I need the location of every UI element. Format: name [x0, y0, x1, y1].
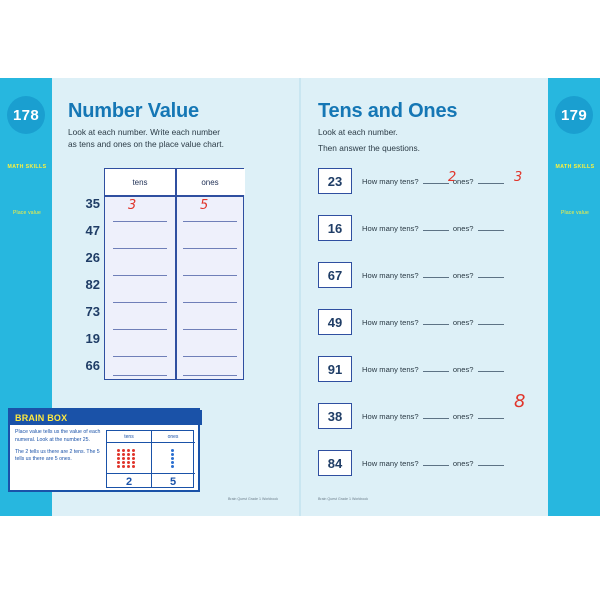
ones-answer-blank[interactable] — [478, 223, 504, 231]
question-text — [362, 176, 506, 186]
dot — [127, 449, 130, 452]
tens-answer-blank[interactable] — [423, 223, 449, 231]
question-middle: ones? — [452, 271, 474, 280]
brain-box-text — [15, 429, 103, 468]
question-text — [362, 411, 506, 421]
question-text — [362, 223, 506, 233]
question-prefix: How many tens? — [362, 271, 419, 280]
ones-answer-blank[interactable] — [478, 458, 504, 466]
right-page-number: 179 — [555, 96, 593, 134]
question-text — [362, 317, 506, 327]
dot — [117, 453, 120, 456]
tens-answer-blank[interactable] — [423, 458, 449, 466]
place-value-chart — [104, 168, 244, 380]
question-prefix: How many tens? — [362, 224, 419, 233]
question-middle: ones? — [452, 224, 474, 233]
answer-line-tens[interactable] — [113, 275, 167, 276]
handwritten-tens-answer: 2 — [448, 170, 457, 185]
right-instruction-line-2: Then answer the questions. — [318, 143, 420, 153]
question-middle: ones? — [452, 177, 474, 186]
tens-answer-blank[interactable] — [423, 364, 449, 372]
dot — [127, 461, 130, 464]
question-prefix: How many tens? — [362, 412, 419, 421]
right-instruction-line-1: Look at each number. — [318, 127, 398, 137]
left-instruction-line-2: as tens and ones on the place value chart. — [68, 139, 224, 150]
dot — [122, 453, 125, 456]
chart-header-ones: ones — [175, 169, 245, 195]
brain-box — [8, 408, 200, 492]
chart-column-divider — [175, 169, 177, 379]
dot — [132, 453, 135, 456]
dot — [132, 461, 135, 464]
dot — [132, 457, 135, 460]
question-row — [318, 391, 538, 429]
answer-line-tens[interactable] — [113, 329, 167, 330]
number-label: 66 — [85, 358, 100, 373]
answer-line-tens[interactable] — [113, 221, 167, 222]
handwritten-answer-tens: 3 — [128, 198, 137, 213]
dot — [171, 453, 174, 456]
question-text — [362, 458, 506, 468]
chart-header-rule — [105, 195, 243, 197]
right-margin-strip — [548, 78, 600, 516]
question-prefix: How many tens? — [362, 318, 419, 327]
right-side-topic-label: Place value — [560, 210, 590, 216]
dot — [171, 461, 174, 464]
question-row — [318, 215, 538, 241]
ones-dots-group — [171, 449, 175, 468]
left-page-footer: Brain Quest Grade 1 Workbook — [228, 497, 279, 501]
answer-line-ones[interactable] — [183, 375, 237, 376]
dot — [132, 449, 135, 452]
question-number-box: 84 — [318, 450, 352, 476]
right-page-footer: Brain Quest Grade 1 Workbook — [318, 497, 369, 501]
ones-answer-blank[interactable] — [478, 411, 504, 419]
answer-line-tens[interactable] — [113, 248, 167, 249]
dot — [127, 457, 130, 460]
dot — [122, 457, 125, 460]
number-label: 26 — [85, 250, 100, 265]
left-side-tab-math-skills: MATH SKILLS — [7, 164, 47, 170]
right-page-title: Tens and Ones — [318, 100, 458, 122]
number-label: 35 — [85, 196, 100, 211]
question-prefix: How many tens? — [362, 459, 419, 468]
brain-box-value-ones: 5 — [169, 476, 177, 488]
dot — [171, 449, 174, 452]
question-prefix: How many tens? — [362, 177, 419, 186]
question-number-box: 67 — [318, 262, 352, 288]
brain-box-value-tens: 2 — [125, 476, 133, 488]
question-middle: ones? — [452, 412, 474, 421]
left-instruction-line-1: Look at each number. Write each number — [68, 127, 221, 137]
brain-box-chart — [106, 430, 194, 488]
question-number-box: 49 — [318, 309, 352, 335]
dot — [122, 465, 125, 468]
number-label: 19 — [85, 331, 100, 346]
question-row — [318, 450, 538, 476]
dot — [171, 465, 174, 468]
handwritten-ones-answer: 3 — [514, 170, 523, 185]
question-text — [362, 364, 506, 374]
left-page-title: Number Value — [68, 100, 199, 122]
brain-box-line-2: The 2 tells us there are 2 tens. The 5 tells us there are 5 ones. — [15, 448, 100, 463]
dot — [122, 461, 125, 464]
answer-line-ones[interactable] — [183, 248, 237, 249]
brain-box-header-tens: tens — [124, 433, 134, 440]
brain-box-line-1: Place value tells us the value of each numeral. Look at the number 25. — [15, 429, 101, 443]
left-page-instructions — [68, 126, 283, 150]
question-row — [318, 168, 538, 194]
page-gutter — [299, 78, 301, 516]
answer-line-tens[interactable] — [113, 375, 167, 376]
left-side-topic-label: Place value — [12, 210, 42, 216]
tens-answer-blank[interactable] — [423, 411, 449, 419]
question-middle: ones? — [452, 365, 474, 374]
answer-line-ones[interactable] — [183, 329, 237, 330]
dot — [122, 449, 125, 452]
number-label: 47 — [85, 223, 100, 238]
ones-answer-blank[interactable] — [478, 270, 504, 278]
brain-box-rule-top — [107, 442, 195, 443]
answer-line-ones[interactable] — [183, 275, 237, 276]
number-label: 82 — [85, 277, 100, 292]
question-number-box: 16 — [318, 215, 352, 241]
dot — [127, 465, 130, 468]
question-middle: ones? — [452, 318, 474, 327]
answer-line-ones[interactable] — [183, 221, 237, 222]
tens-answer-blank[interactable] — [423, 270, 449, 278]
question-row — [318, 262, 538, 288]
tens-answer-blank[interactable] — [423, 317, 449, 325]
left-page-number: 178 — [7, 96, 45, 134]
tens-dots-group — [117, 449, 136, 468]
question-prefix: How many tens? — [362, 365, 419, 374]
brain-box-rule-bottom — [107, 473, 195, 474]
question-row — [318, 309, 538, 335]
question-row — [318, 356, 538, 382]
question-number-box: 38 — [318, 403, 352, 429]
handwritten-ones-answer: 8 — [514, 391, 526, 412]
answer-line-ones[interactable] — [183, 356, 237, 357]
ones-answer-blank[interactable] — [478, 317, 504, 325]
number-label: 73 — [85, 304, 100, 319]
answer-line-tens[interactable] — [113, 302, 167, 303]
dot — [127, 453, 130, 456]
question-middle: ones? — [452, 459, 474, 468]
dot — [117, 461, 120, 464]
brain-box-title: BRAIN BOX — [10, 410, 202, 425]
question-text — [362, 270, 506, 280]
handwritten-answer-ones: 5 — [200, 198, 209, 213]
dot — [117, 449, 120, 452]
dot — [117, 457, 120, 460]
dot — [132, 465, 135, 468]
right-side-tab-math-skills: MATH SKILLS — [555, 164, 595, 170]
ones-answer-blank[interactable] — [478, 364, 504, 372]
dot — [117, 465, 120, 468]
dot — [171, 457, 174, 460]
question-number-box: 23 — [318, 168, 352, 194]
chart-header-tens: tens — [105, 169, 175, 195]
tens-answer-blank[interactable] — [423, 176, 449, 184]
brain-box-header-ones: ones — [167, 433, 179, 440]
answer-line-ones[interactable] — [183, 302, 237, 303]
answer-line-tens[interactable] — [113, 356, 167, 357]
ones-answer-blank[interactable] — [478, 176, 504, 184]
question-number-box: 91 — [318, 356, 352, 382]
